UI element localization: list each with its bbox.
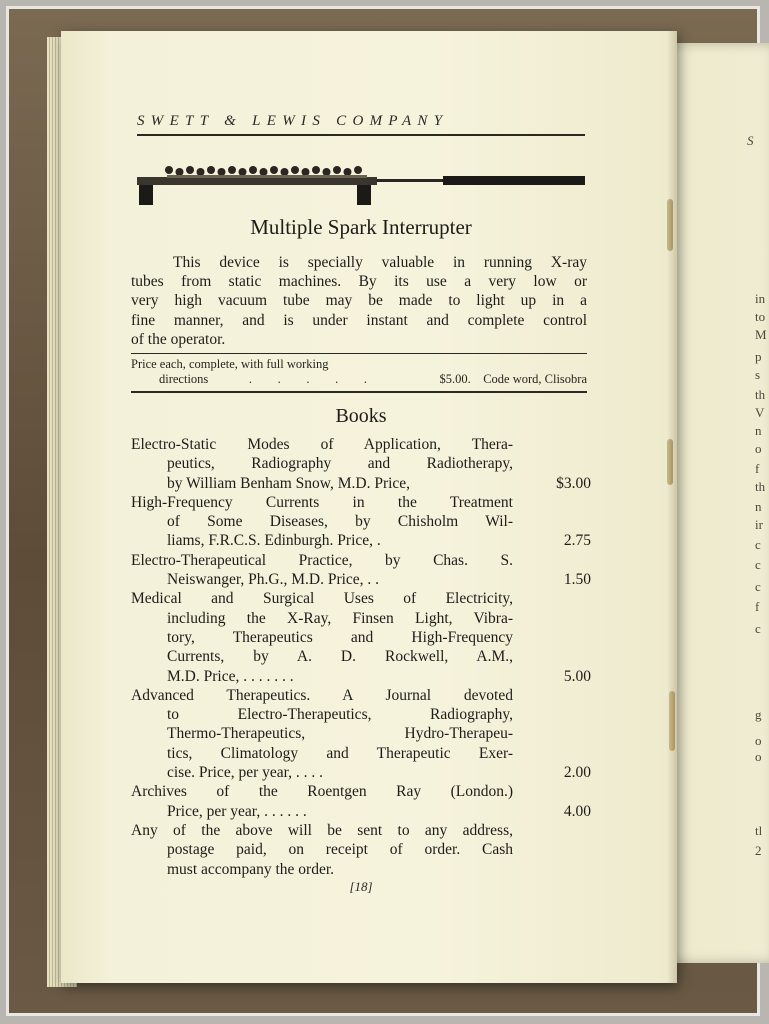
facing-page-text-fragment: c: [755, 537, 761, 552]
book-entry-line: of Some Diseases, by Chisholm Wil-: [167, 513, 513, 531]
facing-page-text-fragment: n: [755, 423, 762, 438]
running-head: SWETT & LEWIS COMPANY: [137, 113, 449, 129]
book-price: 1.50: [563, 571, 591, 589]
facing-page-text-fragment: p: [755, 349, 762, 364]
price-rule-top: [131, 353, 587, 354]
facing-page-text-fragment: to: [755, 309, 766, 324]
spark-ball: [176, 168, 184, 176]
book-entry-line: High-Frequency Currents in the Treatment: [131, 493, 513, 511]
spark-ball: [207, 166, 215, 174]
facing-page-text-fragment: c: [755, 557, 761, 572]
spark-ball: [239, 168, 247, 176]
book-entry: [131, 551, 591, 590]
facing-page-text-fragment: o: [755, 441, 762, 456]
facing-page-text-fragment: in: [755, 291, 766, 306]
facing-page-text-fragment: tl: [755, 823, 763, 838]
facing-page-text-fragment: M: [755, 327, 767, 342]
spark-ball: [218, 168, 226, 176]
book-entry-line: Electro-Therapeutical Practice, by Chas. S.: [131, 551, 513, 569]
spark-interrupter-illustration: [137, 149, 585, 211]
book-entry-line: Electro-Static Modes of Application, Thera-: [131, 436, 513, 453]
book-page: [61, 31, 677, 983]
book-entry: [131, 686, 591, 782]
book-entry-line: peutics, Radiography and Radiotherapy,: [167, 455, 513, 473]
book-entry-line: cise. Price, per year, . . . .: [167, 764, 324, 782]
facing-page-text-fragment: th: [755, 479, 766, 494]
spark-ball: [249, 166, 257, 174]
product-price: $5.00.: [439, 372, 471, 386]
product-title: Multiple Spark Interrupter: [250, 215, 472, 239]
order-note-line: Any of the above will be sent to any address,: [131, 821, 513, 839]
facing-page-text-fragment: c: [755, 579, 761, 594]
spark-ball: [186, 166, 194, 174]
book-entry-line: Advanced Therapeutics. A Journal devoted: [131, 686, 513, 704]
facing-page-text-fragment: s: [755, 367, 761, 382]
facing-page-text-fragment: o: [755, 733, 762, 748]
facing-page-text-fragment: f: [755, 461, 760, 476]
book-entry-line: M.D. Price, . . . . . . .: [167, 667, 294, 685]
price-rule-bottom: [131, 391, 587, 393]
book-entry-line: tics, Climatology and Therapeutic Exer-: [167, 744, 513, 762]
book-entry: [131, 782, 591, 821]
book-entry-line: Thermo-Therapeutics, Hydro-Therapeu-: [167, 725, 513, 743]
spark-ball: [354, 166, 362, 174]
facing-page-text-fragment: V: [755, 405, 765, 420]
price-line-1: Price each, complete, with full working: [131, 357, 329, 371]
book-price: $3.00: [556, 474, 591, 492]
spark-ball: [281, 168, 289, 176]
book-entry-line: including the X-Ray, Finsen Light, Vibra-: [167, 609, 513, 627]
books-heading: Books: [335, 405, 387, 427]
photo-frame: [6, 6, 767, 1016]
book-price: 5.00: [563, 667, 591, 685]
price-leader-dots: . . . . .: [248, 372, 379, 386]
spark-ball: [270, 166, 278, 174]
price-line-2-label: directions: [159, 372, 209, 386]
order-note-line: postage paid, on receipt of order. Cash: [167, 841, 513, 859]
book-entry-line: to Electro-Therapeutics, Radiography,: [167, 706, 513, 724]
book-entry-line: tory, Therapeutics and High-Frequency: [167, 628, 513, 646]
spark-ball: [260, 168, 268, 176]
book-entry-line: Currents, by A. D. Rockwell, A.M.,: [167, 648, 513, 666]
facing-page-text-fragment: o: [755, 749, 762, 764]
book-entry-line: Archives of the Roentgen Ray (London.): [131, 783, 513, 801]
books-list: [131, 435, 591, 879]
facing-page-text-fragment: ir: [755, 517, 763, 532]
book-entry: [131, 435, 591, 493]
facing-page-text-fragment: S: [747, 133, 754, 148]
description-line: fine manner, and is under instant and complete control: [131, 311, 587, 329]
facing-page-text-fragment: f: [755, 599, 760, 614]
header-rule: [137, 134, 585, 136]
description-line: This device is specially valuable in running X-ray: [173, 254, 587, 271]
price-block: [131, 357, 587, 387]
spark-ball: [312, 166, 320, 174]
book-entry-line: liams, F.R.C.S. Edinburgh. Price, .: [167, 532, 381, 550]
description-line: very high vacuum tube may be made to light up in a: [131, 292, 587, 310]
page-number: [18]: [349, 879, 373, 894]
code-word: Code word, Clisobra: [483, 372, 587, 386]
book-entry-line: by William Benham Snow, M.D. Price,: [167, 474, 411, 492]
facing-page-text-fragment: n: [755, 499, 762, 514]
book-price: 2.75: [563, 532, 591, 550]
spark-ball: [302, 168, 310, 176]
order-note: [131, 821, 591, 879]
description-line: tubes from static machines. By its use a very low or: [131, 273, 587, 291]
spark-ball: [333, 166, 341, 174]
facing-page-text-fragment: th: [755, 387, 766, 402]
book-price: 4.00: [563, 802, 591, 820]
product-description: [131, 253, 587, 349]
book-price: 2.00: [563, 764, 591, 782]
spark-ball: [291, 166, 299, 174]
page-tear-mark: [667, 439, 673, 485]
facing-page-text-fragment: g: [755, 707, 762, 722]
spark-ball: [344, 168, 352, 176]
spark-ball: [228, 166, 236, 174]
spark-ball: [323, 168, 331, 176]
order-note-line: must accompany the order.: [167, 860, 335, 878]
book-entry: [131, 589, 591, 685]
spark-ball: [165, 166, 173, 174]
spark-ball: [197, 168, 205, 176]
book-entry-line: Price, per year, . . . . . .: [167, 802, 307, 820]
description-line: of the operator.: [131, 330, 226, 348]
book-entry: [131, 493, 591, 551]
page-tear-mark: [667, 199, 673, 251]
page-tear-mark: [669, 691, 675, 751]
facing-page-text-fragment: c: [755, 621, 761, 636]
book-entry-line: Neiswanger, Ph.G., M.D. Price, . .: [167, 571, 380, 589]
facing-page-text-fragment: 2: [755, 843, 762, 858]
book-entry-line: Medical and Surgical Uses of Electricity,: [131, 590, 513, 608]
